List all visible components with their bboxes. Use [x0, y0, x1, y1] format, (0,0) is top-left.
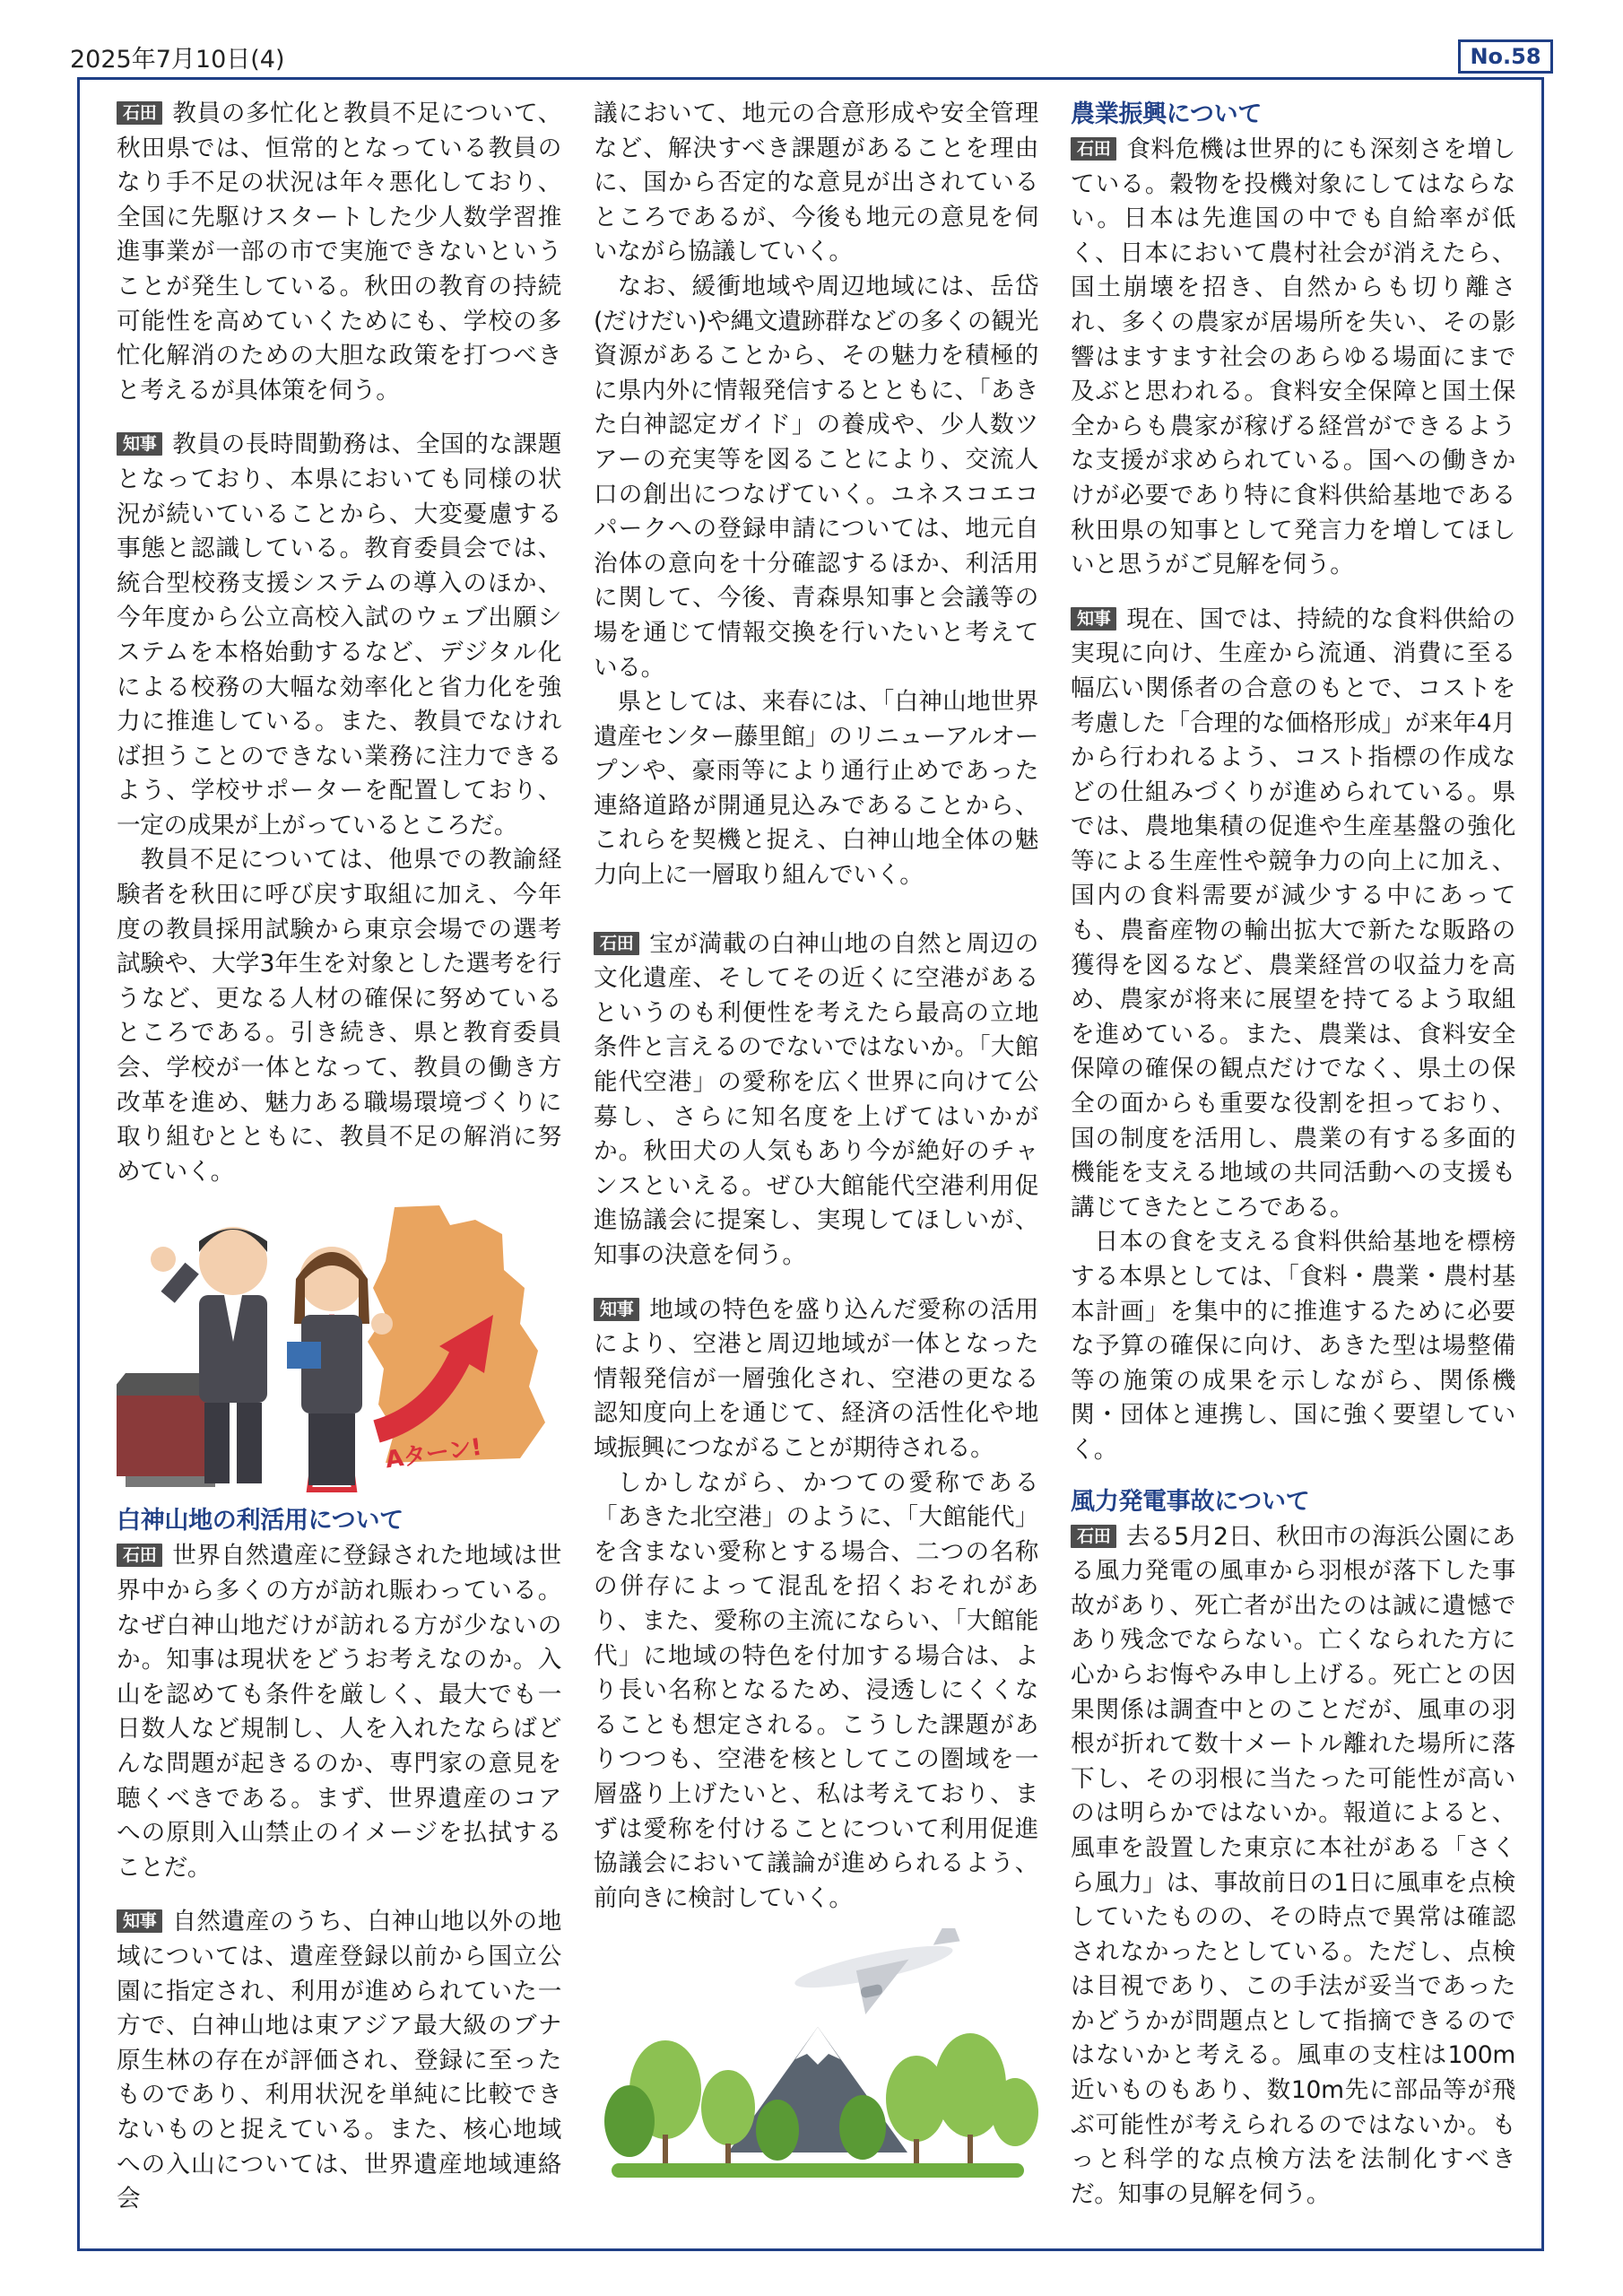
paragraph-text: 現在、国では、持続的な食料供給の実現に向け、生産から流通、消費に至る幅広い関係者の合意のもとで、コストを考慮した「合理的な価格形成」が来年4月から行われるよう、コスト指標の作成などの仕組みづくりが進められている。県では、農地集積の促進や生産基盤の強化等による生産性や競争力の向上に加え、国内の食料需要が減少する中にあっても、農畜産物の輸出拡大で新たな販路の獲得を図るなど、農業経営の収益力を高め、農家が将来に展望を持てるよう取組を進めている。また、農業は、食料安全保障の確保の観点だけでなく、県土の保全の面からも重要な役割を担っており、国の制度を活用し、農業の有する多面的機能を支える地域の共同活動への支援も講じてきたところである。 [1071, 604, 1515, 1222]
answer-paragraph: しかしながら、かつての愛称である「あきた北空港」のように、「大館能代」を含まない愛称とする場合、二つの名称の併存によって混乱を招くおそれがあり、また、愛称の主流にならい、「大館能代」に地域の特色を付加する場合は、より長い名称となるため、浸透しにくくなることも想定される。こうした課題がありつつも、空港を核としてこの圏域を一層盛り上げたいと、私は考えており、まずは愛称を付けることについて利用促進協議会において議論が進められるよう、前向きに検討していく。 [594, 1468, 1038, 1912]
airplane-mountain-illustration [594, 1928, 1038, 2188]
answer-paragraph: 日本の食を支える食料供給基地を標榜する本県としては、「食料・農業・農村基本計画」を集中的に推進するために必要な予算の確保に向け、あきた型は場整備等の施策の成果を示しながら、関係機関・団体と連携し、国に強く要望していく。 [1071, 1228, 1515, 1464]
paragraph-text: 地域の特色を盛り込んだ愛称の活用により、空港と周辺地域が一体となった情報発信が一層強化され、空港の更なる認知度向上を通じて、経済の活性化や地域振興につながることが期待される。 [594, 1295, 1038, 1462]
question-paragraph [1071, 1520, 1515, 2213]
answer-paragraph: 議において、地元の合意形成や安全管理など、解決すべき課題があることを理由に、国から否定的な意見が出されているところであるが、今後も地元の意見を伺いながら協議していく。 [594, 100, 1038, 266]
a-turn-caption: Aターン! [383, 1434, 483, 1474]
answer-paragraph: なお、緩衝地域や周辺地域には、岳岱(だけだい)や縄文遺跡群などの多くの観光資源があることから、その魅力を積極的に県内外に情報発信するとともに、「あきた白神認定ガイド」の養成や、少人数ツアーの充実等を図ることにより、交流人口の創出につなげていく。ユネスコエコパークへの登録申請については、地元自治体の意向を十分確認するほか、利活用に関して、今後、青森県知事と会議等の場を通じて情報交換を行いたいと考えている。 [594, 272, 1038, 682]
column-3 [1071, 97, 1515, 2212]
question-paragraph [1071, 133, 1515, 583]
paragraph-text: 宝が満載の白神山地の自然と周辺の文化遺産、そしてその近くに空港があるというのも利便性を考えたら最高の立地条件と言えるのでないではないか。「大館能代空港」の愛称を広く世界に向けて公募し、さらに知名度を上げてはいかがか。秋田犬の人気もあり今が絶好のチャンスといえる。ぜひ大館能代空港利用促進協議会に提案し、実現してほしいが、知事の決意を伺う。 [594, 929, 1038, 1269]
speaker-tag-chiji: 知事 [1071, 607, 1116, 631]
section-heading: 農業振興について [1071, 100, 1263, 128]
column-1 [117, 97, 561, 2217]
paragraph-text: 世界自然遺産に登録された地域は世界中から多くの方が訪れ賑わっている。なぜ白神山地だけが訪れる方が少ないのか。知事は現状をどうお考えなのか。入山を認めても条件を厳しく、最大でも一日数人など規制し、人を入れたならばどんな問題が起きるのか、専門家の意見を聴くべきである。まず、世界遺産のコアへの原則入山禁止のイメージを払拭することだ。 [117, 1542, 561, 1882]
paragraph-text: 教員の長時間勤務は、全国的な課題となっており、本県においても同様の状況が続いていることから、大変憂慮する事態と認識している。教育委員会では、統合型校務支援システムの導入のほか、今年度から公立高校入試のウェブ出願システムを本格始動するなど、デジタル化による校務の大幅な効率化と省力化を強力に推進している。また、教員でなければ担うことのできない業務に注力できるよう、学校サポーターを配置しており、一定の成果が上がっているところだ。 [117, 430, 561, 839]
paragraph-text: 去る5月2日、秋田市の海浜公園にある風力発電の風車から羽根が落下した事故があり、死亡者が出たのは誠に遺憾であり残念でならない。亡くなられた方に心からお悔やみ申し上げる。死亡との因果関係は調査中とのことだが、風車の羽根が折れて数十メートル離れた場所に落下し、その羽根に当たった可能性が高いのは明らかではないか。報道によると、風車を設置した東京に本社がある「さくら風力」は、事故前日の1日に風車を点検していたものの、その時点で異常は確認されなかったとしている。ただし、点検は目視であり、この手法が妥当であったかどうかが問題点として指摘できるのではないかと考える。風車の支柱は100m近いものもあり、数10m先に部品等が飛ぶ可能性が考えられるのではないか。もっと科学的な点検方法を法制化すべきだ。知事の見解を伺う。 [1071, 1522, 1515, 2208]
answer-paragraph: 教員不足については、他県での教諭経験者を秋田に呼び戻す取組に加え、今年度の教員採用試験から東京会場での選考試験や、大学3年生を対象とした選考を行うなど、更なる人材の確保に努めているところである。引き続き、県と教育委員会、学校が一体となって、教員の働き方改革を進め、魅力ある職場環境づくりに取り組むとともに、教員不足の解消に努めていく。 [117, 846, 561, 1186]
question-paragraph [594, 927, 1038, 1274]
question-paragraph [117, 97, 561, 408]
speaker-tag-ishida: 石田 [117, 101, 162, 125]
paragraph-text: 自然遺産のうち、白神山地以外の地域については、遺産登録以前から国立公園に指定され、利用が進められていた一方で、白神山地は東アジア最大級のブナ原生林の存在が評価され、登録に至ったものであり、利用状況を単純に比較できないものと捉えている。また、核心地域への入山については、世界遺産地域連絡会 [117, 1908, 561, 2213]
section-heading: 白神山地の利活用について [117, 1507, 404, 1535]
question-paragraph [117, 1539, 561, 1885]
speaker-tag-chiji: 知事 [117, 432, 162, 456]
speaker-tag-ishida: 石田 [1071, 1525, 1116, 1548]
answer-paragraph [594, 1293, 1038, 1466]
column-2 [594, 97, 1038, 2188]
answer-paragraph [117, 428, 561, 843]
answer-paragraph: 県としては、来春には、「白神山地世界遺産センター藤里館」のリニューアルオープンや、豪雨等により通行止めであった連絡道路が開通見込みであることから、これらを契機と捉え、白神山地全体の魅力向上に一層取り組んでいく。 [594, 688, 1038, 890]
answer-paragraph [117, 1905, 561, 2216]
paragraph-text: 食料危機は世界的にも深刻さを増している。穀物を投機対象にしてはならない。日本は先進国の中でも自給率が低く、日本において農村社会が消えたら、国土崩壊を招き、自然からも切り離され、多くの農家が居場所を失い、その影響はますます社会のあらゆる場面にまで及ぶと思われる。食料安全保障と国土保全からも農家が稼げる経営ができるような支援が求められている。国への働きかけが必要であり特に食料供給基地である秋田県の知事として発言力を増してほしいと思うがご見解を伺う。 [1071, 135, 1515, 579]
paragraph-text: 教員の多忙化と教員不足について、秋田県では、恒常的となっている教員のなり手不足の状況は年々悪化しており、全国に先駆けスタートした少人数学習推進事業が一部の市で実施できないということが発生している。秋田の教育の持続可能性を高めていくためにも、学校の多忙化解消のための大胆な政策を打つべきと考えるが具体策を伺う。 [117, 100, 561, 404]
speaker-tag-ishida: 石田 [594, 932, 639, 955]
issue-date: 2025年7月10日(4) [70, 46, 285, 74]
teachers-a-turn-illustration [117, 1189, 561, 1503]
speaker-tag-chiji: 知事 [594, 1298, 639, 1321]
speaker-tag-ishida: 石田 [1071, 137, 1116, 161]
speaker-tag-chiji: 知事 [117, 1909, 162, 1933]
section-heading: 風力発電事故について [1071, 1487, 1310, 1516]
answer-paragraph [1071, 603, 1515, 1226]
issue-number-badge: No.58 [1458, 39, 1553, 74]
speaker-tag-ishida: 石田 [117, 1544, 162, 1567]
